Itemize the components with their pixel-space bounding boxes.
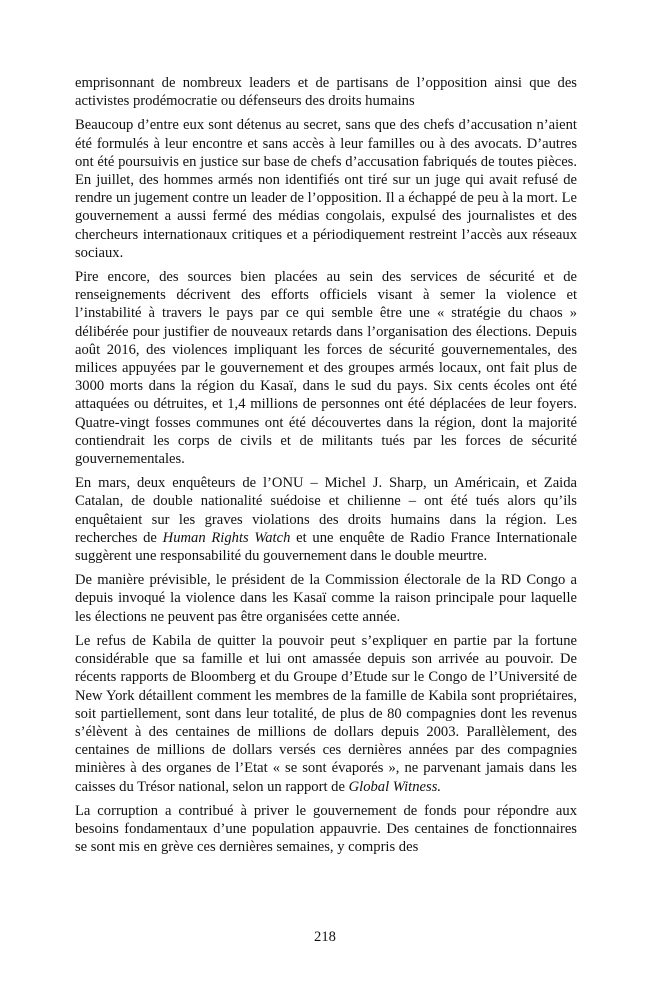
- paragraph-3: Pire encore, des sources bien placées au sein des services de sécurité et de renseignements décrivent des efforts officiels visant à semer la violence et l’instabilité à travers le pays par ce qui semble être une « stratégie du chaos » délibérée pour justifier de nouveaux retards dans l’organisation des élections. Depuis août 2016, des violences impliquant les forces de sécurité gouvernementales, des milices appuyées par le gouvernement et des groupes armés locaux, ont fait plus de 3000 morts dans la région du Kasaï, dans le sud du pays. Six cents écoles ont été attaquées ou détruites, et 1,4 millions de personnes ont été déplacées de leur foyers. Quatre-vingt fosses communes ont été découvertes dans la région, dont la majorité contiendrait les corps de civils et de militants tués par les forces de sécurité gouvernementales.: [75, 269, 577, 468]
- paragraph-6-italic: Global Witness.: [348, 778, 442, 795]
- paragraph-5: De manière prévisible, le président de la Commission électorale de la RD Congo a depuis invoqué la violence dans les Kasaï comme la raison principale pour laquelle les élections ne peuvent pas être organisées cette année.: [75, 572, 577, 625]
- paragraph-4-italic: Human Rights Watch: [162, 529, 291, 546]
- paragraph-4-text-start: En mars, deux enquêteurs de l’ONU – Michel J. Sharp, un Américain, et Zaida Catalan, de double nationalité suédoise et chilienne – ont été tués alors qu’ils enquêtaient sur les graves violations des droits humains dans la région. Les recherches de: [75, 475, 577, 546]
- paragraph-7: La corruption a contribué à priver le gouvernement de fonds pour répondre aux besoins fondamentaux d’une population appauvrie. Des centaines de fonctionnaires se sont mis en grève ces dernières semaines, y compris des: [75, 802, 577, 856]
- page-number: 218: [314, 929, 336, 945]
- paragraph-6-text: Le refus de Kabila de quitter la pouvoir peut s’expliquer en partie par la fortune considérable que sa famille et lui ont amassée depuis son arrivée au pouvoir. De récents rapports de Bloomberg et du Groupe d’Etude sur le Congo de l’Université de New York détaillent comment les membres de la famille de Kabila sont propriétaires, soit partiellement, sont dans leur totalité, de plus de 80 compagnies dont les revenus s’élèvent à des centaines de millions de dollars depuis 2003. Parallèlement, des centaines de millions de dollars versés ces dernières années par des compagnies minières à des organes de l’Etat « se sont évaporés », ne parvenant jamais dans les caisses du Trésor national, selon un rapport de: [75, 632, 577, 795]
- page-body: [75, 74, 577, 862]
- paragraph-6: [75, 632, 577, 796]
- paragraph-1: emprisonnant de nombreux leaders et de partisans de l’opposition ainsi que des activistes prodémocratie ou défenseurs des droits humains: [75, 75, 577, 110]
- paragraph-4-text-end: et une enquête de Radio France Internationale suggèrent une responsabilité du gouvernement dans le double meurtre.: [75, 529, 577, 565]
- paragraph-4: [75, 474, 577, 565]
- paragraph-2: Beaucoup d’entre eux sont détenus au secret, sans que des chefs d’accusation n’aient été formulés à leur encontre et sans accès à leur familles ou à des avocats. D’autres ont été poursuivis en justice sur base de chefs d’accusation fabriqués de toutes pièces. En juillet, des hommes armés non identifiés ont tiré sur un juge qui avait refusé de rendre un jugement contre un leader de l’opposition. Il a échappé de peu à la mort. Le gouvernement a aussi fermé des médias congolais, expulsé des journalistes et des chercheurs internationaux critiques et a périodiquement restreint l’accès aux réseaux sociaux.: [75, 117, 577, 261]
